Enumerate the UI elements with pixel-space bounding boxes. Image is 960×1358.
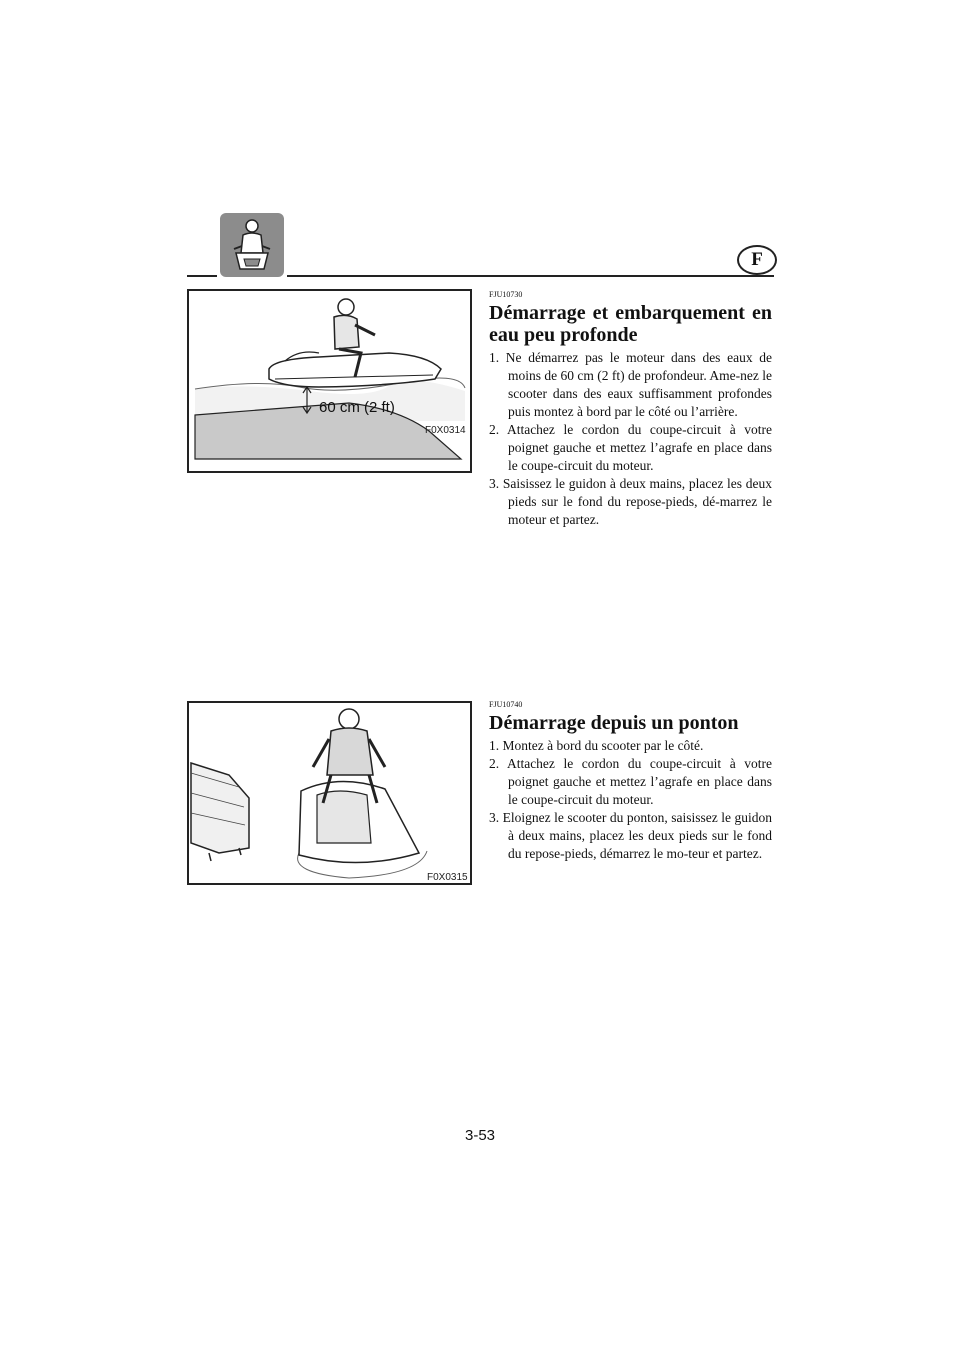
section-title: Démarrage et embarquement en eau peu profonde xyxy=(489,302,772,346)
figure-code: F0X0314 xyxy=(425,425,466,436)
section-ref: FJU10730 xyxy=(489,290,523,299)
step-item: 3. Eloignez le scooter du ponton, saisissez le guidon à deux mains, placez les deux pieds sur le fond du repose-pieds, démarrez le mo-teur et partez. xyxy=(489,810,772,861)
section-title: Démarrage depuis un ponton xyxy=(489,712,739,734)
pontoon-illustration xyxy=(189,703,470,883)
figure-pontoon xyxy=(187,701,472,885)
shallow-water-illustration xyxy=(189,291,470,471)
figure-shallow-water xyxy=(187,289,472,473)
jet-ski-rider-icon xyxy=(220,213,284,277)
section-pontoon-start xyxy=(489,700,772,863)
section-ref: FJU10740 xyxy=(489,700,523,709)
depth-label: 60 cm (2 ft) xyxy=(319,399,395,416)
figure-code: F0X0315 xyxy=(427,872,468,883)
step-item: 1. Montez à bord du scooter par le côté. xyxy=(489,738,704,753)
step-item: 2. Attachez le cordon du coupe-circuit à votre poignet gauche et mettez l’agrafe en place dans le coupe-circuit du moteur. xyxy=(489,422,772,473)
section-shallow-water-start xyxy=(489,290,772,529)
header-rule-right xyxy=(287,275,774,277)
steps-list xyxy=(489,349,772,529)
page-number: 3-53 xyxy=(464,1127,496,1144)
step-item: 3. Saisissez le guidon à deux mains, placez les deux pieds sur le fond du repose-pieds, dé-marrez le moteur et partez. xyxy=(489,476,772,527)
language-badge: F xyxy=(737,245,777,275)
step-item: 1. Ne démarrez pas le moteur dans des eaux de moins de 60 cm (2 ft) de profondeur. Ame-nez le scooter dans des eaux suffisamment profondes puis montez à bord par le côté ou l’arrière. xyxy=(489,350,772,419)
steps-list xyxy=(489,737,772,863)
step-item: 2. Attachez le cordon du coupe-circuit à votre poignet gauche et mettez l’agrafe en place dans le coupe-circuit du moteur. xyxy=(489,756,772,807)
header-rule-left xyxy=(187,275,217,277)
